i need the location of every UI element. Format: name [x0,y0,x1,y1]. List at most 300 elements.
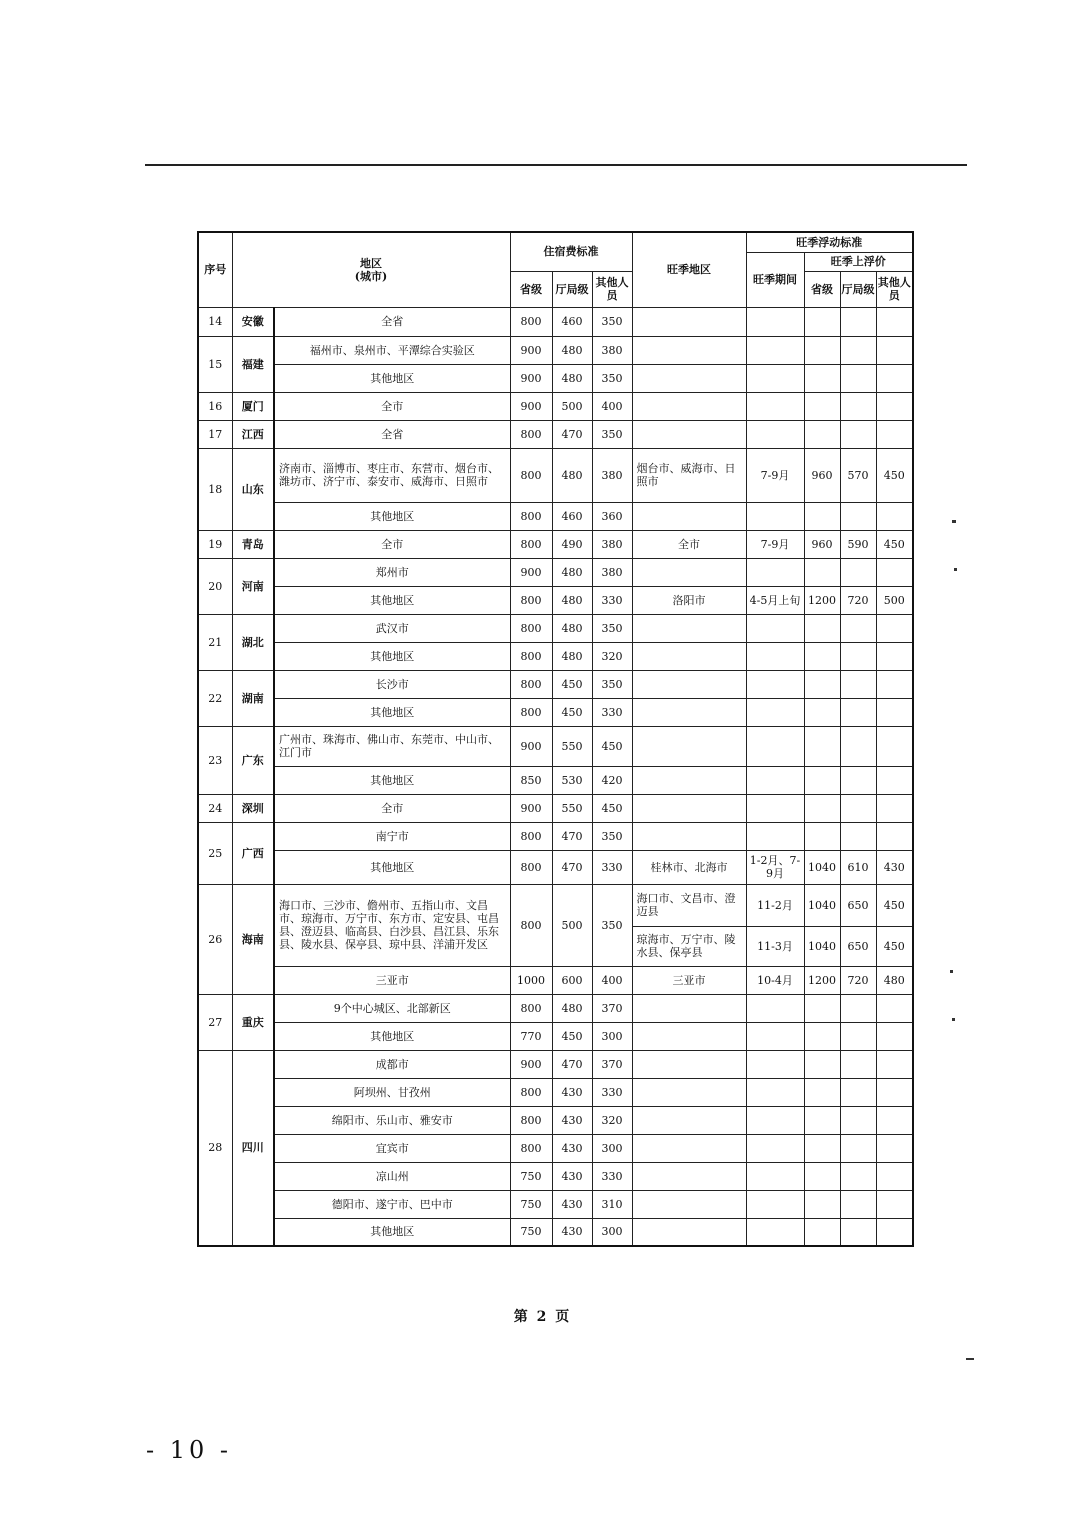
row-peak-pp [746,1022,804,1050]
row-rate-b: 470 [552,850,592,884]
row-city: 其他地区 [274,586,510,614]
row-rate-c: 450 [592,794,632,822]
row-rate-a: 800 [510,530,552,558]
row-peak-z [876,994,913,1022]
table-row [198,448,913,502]
row-peak-pp: 11-3月 [746,926,804,966]
row-city: 南宁市 [274,822,510,850]
table-row [198,1050,913,1078]
row-rate-c: 330 [592,1162,632,1190]
row-province: 江西 [232,420,274,448]
row-seq: 14 [198,307,232,336]
row-peak-pp [746,822,804,850]
row-peak-z [876,1190,913,1218]
row-city: 福州市、泉州市、平潭综合实验区 [274,336,510,364]
row-peak-pp: 1-2月、7-9月 [746,850,804,884]
row-rate-a: 1000 [510,966,552,994]
row-peak-x: 1200 [804,586,840,614]
row-rate-c: 380 [592,558,632,586]
row-rate-c: 330 [592,698,632,726]
table-row [198,1022,913,1050]
table-row [198,726,913,766]
row-city: 三亚市 [274,966,510,994]
row-rate-a: 800 [510,502,552,530]
scan-speck [952,520,956,523]
row-peak-pa [632,1162,746,1190]
row-rate-c: 350 [592,364,632,392]
row-peak-x [804,307,840,336]
row-peak-pa [632,794,746,822]
row-peak-pp [746,642,804,670]
table-row [198,336,913,364]
row-peak-z [876,1218,913,1246]
row-city: 宜宾市 [274,1134,510,1162]
table-row [198,994,913,1022]
row-peak-y [840,1134,876,1162]
table-row [198,670,913,698]
row-rate-c: 380 [592,448,632,502]
row-city: 9个中心城区、北部新区 [274,994,510,1022]
row-peak-x: 1040 [804,926,840,966]
row-rate-b: 480 [552,364,592,392]
row-rate-c: 330 [592,586,632,614]
row-peak-z: 450 [876,884,913,926]
row-seq: 25 [198,822,232,884]
row-peak-pp [746,994,804,1022]
header-peak-period: 旺季期间 [746,252,804,307]
row-rate-a: 900 [510,364,552,392]
row-rate-a: 800 [510,642,552,670]
row-peak-y [840,1218,876,1246]
row-peak-pa [632,642,746,670]
row-peak-x [804,392,840,420]
row-province: 山东 [232,448,274,530]
row-rate-a: 800 [510,884,552,966]
row-province: 厦门 [232,392,274,420]
row-rate-c: 380 [592,336,632,364]
row-rate-b: 530 [552,766,592,794]
row-peak-pa: 桂林市、北海市 [632,850,746,884]
row-peak-x [804,794,840,822]
row-city: 其他地区 [274,766,510,794]
row-rate-a: 750 [510,1162,552,1190]
row-peak-z [876,726,913,766]
row-rate-c: 350 [592,420,632,448]
row-peak-pa [632,502,746,530]
header-area [232,232,510,307]
row-peak-z [876,1078,913,1106]
row-peak-y: 650 [840,884,876,926]
row-peak-pa [632,1022,746,1050]
row-peak-z: 450 [876,530,913,558]
row-peak-z: 450 [876,448,913,502]
row-peak-pa: 洛阳市 [632,586,746,614]
row-peak-z: 500 [876,586,913,614]
table-row [198,307,913,336]
row-peak-pa [632,1134,746,1162]
row-peak-pa [632,558,746,586]
table-row [198,642,913,670]
row-peak-z: 450 [876,926,913,966]
row-peak-x [804,1162,840,1190]
row-rate-b: 480 [552,614,592,642]
row-city: 全市 [274,794,510,822]
row-rate-a: 900 [510,794,552,822]
row-rate-a: 900 [510,1050,552,1078]
row-peak-y [840,670,876,698]
row-rate-b: 480 [552,994,592,1022]
table-row [198,530,913,558]
table-row [198,1106,913,1134]
row-rate-a: 800 [510,670,552,698]
row-peak-pp [746,670,804,698]
row-peak-y [840,1106,876,1134]
row-city: 阿坝州、甘孜州 [274,1078,510,1106]
row-peak-pa: 琼海市、万宁市、陵水县、保亭县 [632,926,746,966]
row-peak-pa [632,1050,746,1078]
row-peak-x [804,1190,840,1218]
row-city: 其他地区 [274,642,510,670]
table-row [198,558,913,586]
row-peak-x [804,502,840,530]
row-peak-pa [632,822,746,850]
row-rate-b: 460 [552,307,592,336]
row-province: 福建 [232,336,274,392]
row-rate-c: 450 [592,726,632,766]
row-peak-z [876,822,913,850]
row-peak-y: 570 [840,448,876,502]
row-peak-pp [746,336,804,364]
row-peak-pa [632,698,746,726]
row-rate-b: 430 [552,1190,592,1218]
scan-speck [952,1018,955,1021]
row-rate-b: 470 [552,1050,592,1078]
table-row [198,966,913,994]
row-peak-z [876,698,913,726]
row-peak-pp: 11-2月 [746,884,804,926]
row-peak-z [876,642,913,670]
page-label: 第 2 页 [513,1309,572,1325]
row-rate-c: 330 [592,850,632,884]
row-city: 全省 [274,420,510,448]
header-area-label: 地区 [360,256,382,270]
row-seq: 28 [198,1050,232,1246]
row-rate-c: 350 [592,822,632,850]
header-lodging: 住宿费标准 [510,232,632,271]
scan-speck [954,568,957,571]
row-rate-b: 430 [552,1162,592,1190]
row-rate-a: 770 [510,1022,552,1050]
row-peak-pa [632,420,746,448]
row-peak-z [876,1106,913,1134]
table-row [198,1190,913,1218]
row-city: 其他地区 [274,1218,510,1246]
table-row [198,1162,913,1190]
row-peak-pa [632,392,746,420]
row-peak-x [804,336,840,364]
row-rate-a: 800 [510,307,552,336]
row-city: 凉山州 [274,1162,510,1190]
row-peak-pp [746,766,804,794]
row-peak-x [804,642,840,670]
header-seq: 序号 [198,232,232,307]
row-peak-x [804,994,840,1022]
row-rate-b: 430 [552,1218,592,1246]
row-city: 其他地区 [274,364,510,392]
row-rate-b: 600 [552,966,592,994]
row-province: 湖北 [232,614,274,670]
row-peak-pp [746,1078,804,1106]
row-peak-pp [746,1134,804,1162]
row-city: 济南市、淄博市、枣庄市、东营市、烟台市、潍坊市、济宁市、泰安市、威海市、日照市 [274,448,510,502]
row-peak-z [876,766,913,794]
row-peak-x [804,420,840,448]
row-peak-y [840,1078,876,1106]
header-peak-float: 旺季浮动标准 [746,232,913,252]
row-rate-a: 850 [510,766,552,794]
scan-speck [966,1358,974,1360]
page-number: - 10 - [146,1436,233,1464]
row-peak-x [804,698,840,726]
table-row [198,364,913,392]
standards-table-container [197,231,914,1247]
row-province: 四川 [232,1050,274,1246]
row-peak-y [840,420,876,448]
row-city: 成都市 [274,1050,510,1078]
row-peak-pa [632,364,746,392]
scan-speck [950,970,953,973]
row-peak-x [804,364,840,392]
row-rate-c: 370 [592,994,632,1022]
row-rate-c: 350 [592,670,632,698]
row-peak-y [840,392,876,420]
row-peak-x [804,1078,840,1106]
row-peak-pp [746,420,804,448]
row-rate-c: 330 [592,1078,632,1106]
header-peak-others: 其他人员 [876,271,913,307]
row-seq: 17 [198,420,232,448]
row-peak-z [876,1162,913,1190]
row-peak-z [876,392,913,420]
row-rate-c: 360 [592,502,632,530]
row-rate-a: 900 [510,726,552,766]
row-peak-pa [632,1218,746,1246]
lodging-standards-table [197,231,914,1247]
row-city: 其他地区 [274,502,510,530]
row-rate-a: 800 [510,586,552,614]
row-peak-y [840,1050,876,1078]
table-row [198,766,913,794]
row-peak-z [876,1134,913,1162]
row-rate-b: 550 [552,726,592,766]
row-rate-b: 470 [552,420,592,448]
row-rate-b: 500 [552,392,592,420]
row-province: 青岛 [232,530,274,558]
row-rate-c: 350 [592,884,632,966]
row-peak-y [840,766,876,794]
row-peak-y [840,1190,876,1218]
header-others: 其他人员 [592,271,632,307]
row-province: 安徽 [232,307,274,336]
table-row [198,1218,913,1246]
row-rate-b: 430 [552,1134,592,1162]
row-peak-pp [746,1106,804,1134]
row-peak-pa [632,670,746,698]
row-seq: 22 [198,670,232,726]
top-rule [145,164,967,166]
row-seq: 20 [198,558,232,614]
row-rate-a: 900 [510,392,552,420]
row-peak-pp [746,1050,804,1078]
header-area-sub: (城市) [354,269,388,283]
row-peak-x [804,1134,840,1162]
table-row [198,794,913,822]
row-seq: 23 [198,726,232,794]
row-peak-y [840,336,876,364]
header-bureau: 厅局级 [552,271,592,307]
row-peak-z [876,420,913,448]
row-province: 河南 [232,558,274,614]
header-peak-area: 旺季地区 [632,232,746,307]
row-peak-z [876,670,913,698]
row-province: 深圳 [232,794,274,822]
header-peak-provincial: 省级 [804,271,840,307]
table-row [198,822,913,850]
row-peak-pp [746,364,804,392]
row-peak-y [840,1162,876,1190]
row-city: 郑州市 [274,558,510,586]
row-peak-x [804,1218,840,1246]
row-rate-c: 420 [592,766,632,794]
row-rate-a: 800 [510,1078,552,1106]
row-peak-pa [632,307,746,336]
row-rate-c: 400 [592,392,632,420]
row-seq: 15 [198,336,232,392]
row-rate-a: 800 [510,994,552,1022]
row-rate-b: 480 [552,642,592,670]
row-peak-pa: 全市 [632,530,746,558]
row-rate-a: 900 [510,336,552,364]
table-body [198,307,913,1246]
row-rate-a: 750 [510,1190,552,1218]
row-rate-b: 430 [552,1106,592,1134]
row-city: 广州市、珠海市、佛山市、东莞市、中山市、江门市 [274,726,510,766]
row-peak-y [840,1022,876,1050]
row-peak-z [876,336,913,364]
table-row [198,1078,913,1106]
row-peak-z [876,558,913,586]
table-row [198,850,913,884]
row-peak-pa [632,994,746,1022]
row-peak-x: 960 [804,448,840,502]
row-peak-pp [746,392,804,420]
row-city: 全市 [274,530,510,558]
row-seq: 19 [198,530,232,558]
row-city: 海口市、三沙市、儋州市、五指山市、文昌市、琼海市、万宁市、东方市、定安县、屯昌县、澄迈县、临高县、白沙县、昌江县、乐东县、陵水县、保亭县、琼中县、洋浦开发区 [274,884,510,966]
row-peak-x [804,726,840,766]
row-peak-pa [632,1106,746,1134]
row-peak-pa: 海口市、文昌市、澄迈县 [632,884,746,926]
row-peak-x: 1200 [804,966,840,994]
row-peak-z: 430 [876,850,913,884]
table-row [198,586,913,614]
row-rate-c: 350 [592,614,632,642]
row-rate-a: 800 [510,420,552,448]
table-row [198,614,913,642]
row-rate-c: 320 [592,1106,632,1134]
row-peak-pp [746,1190,804,1218]
row-peak-x [804,766,840,794]
row-peak-x [804,670,840,698]
row-peak-pp [746,1162,804,1190]
row-city: 绵阳市、乐山市、雅安市 [274,1106,510,1134]
row-rate-b: 450 [552,1022,592,1050]
table-row [198,1134,913,1162]
row-peak-z [876,794,913,822]
row-peak-x [804,558,840,586]
row-seq: 21 [198,614,232,670]
row-rate-b: 480 [552,336,592,364]
row-rate-a: 800 [510,1106,552,1134]
row-peak-y [840,726,876,766]
row-province: 广西 [232,822,274,884]
row-rate-c: 400 [592,966,632,994]
row-peak-x [804,1022,840,1050]
row-rate-b: 470 [552,822,592,850]
row-rate-c: 380 [592,530,632,558]
row-seq: 26 [198,884,232,994]
table-row [198,884,913,926]
row-city: 长沙市 [274,670,510,698]
row-rate-a: 800 [510,698,552,726]
row-rate-b: 480 [552,586,592,614]
row-city: 其他地区 [274,850,510,884]
row-rate-b: 460 [552,502,592,530]
row-peak-y [840,994,876,1022]
row-rate-a: 750 [510,1218,552,1246]
row-province: 湖南 [232,670,274,726]
row-peak-y [840,558,876,586]
row-province: 重庆 [232,994,274,1050]
row-peak-z [876,364,913,392]
row-peak-pp [746,794,804,822]
row-peak-y [840,822,876,850]
row-rate-a: 800 [510,614,552,642]
row-city: 其他地区 [274,1022,510,1050]
row-peak-pa [632,614,746,642]
row-city: 武汉市 [274,614,510,642]
row-city: 全市 [274,392,510,420]
row-city: 其他地区 [274,698,510,726]
row-rate-b: 450 [552,670,592,698]
row-rate-c: 350 [592,307,632,336]
row-city: 德阳市、遂宁市、巴中市 [274,1190,510,1218]
row-peak-y [840,698,876,726]
row-peak-pa [632,1078,746,1106]
row-peak-pp: 4-5月上旬 [746,586,804,614]
row-peak-z [876,502,913,530]
row-peak-y: 650 [840,926,876,966]
row-peak-pp: 7-9月 [746,448,804,502]
row-peak-pp [746,1218,804,1246]
row-peak-pp: 10-4月 [746,966,804,994]
row-peak-pp: 7-9月 [746,530,804,558]
table-row [198,420,913,448]
row-rate-c: 320 [592,642,632,670]
row-peak-pp [746,307,804,336]
row-peak-z [876,614,913,642]
row-rate-a: 800 [510,822,552,850]
